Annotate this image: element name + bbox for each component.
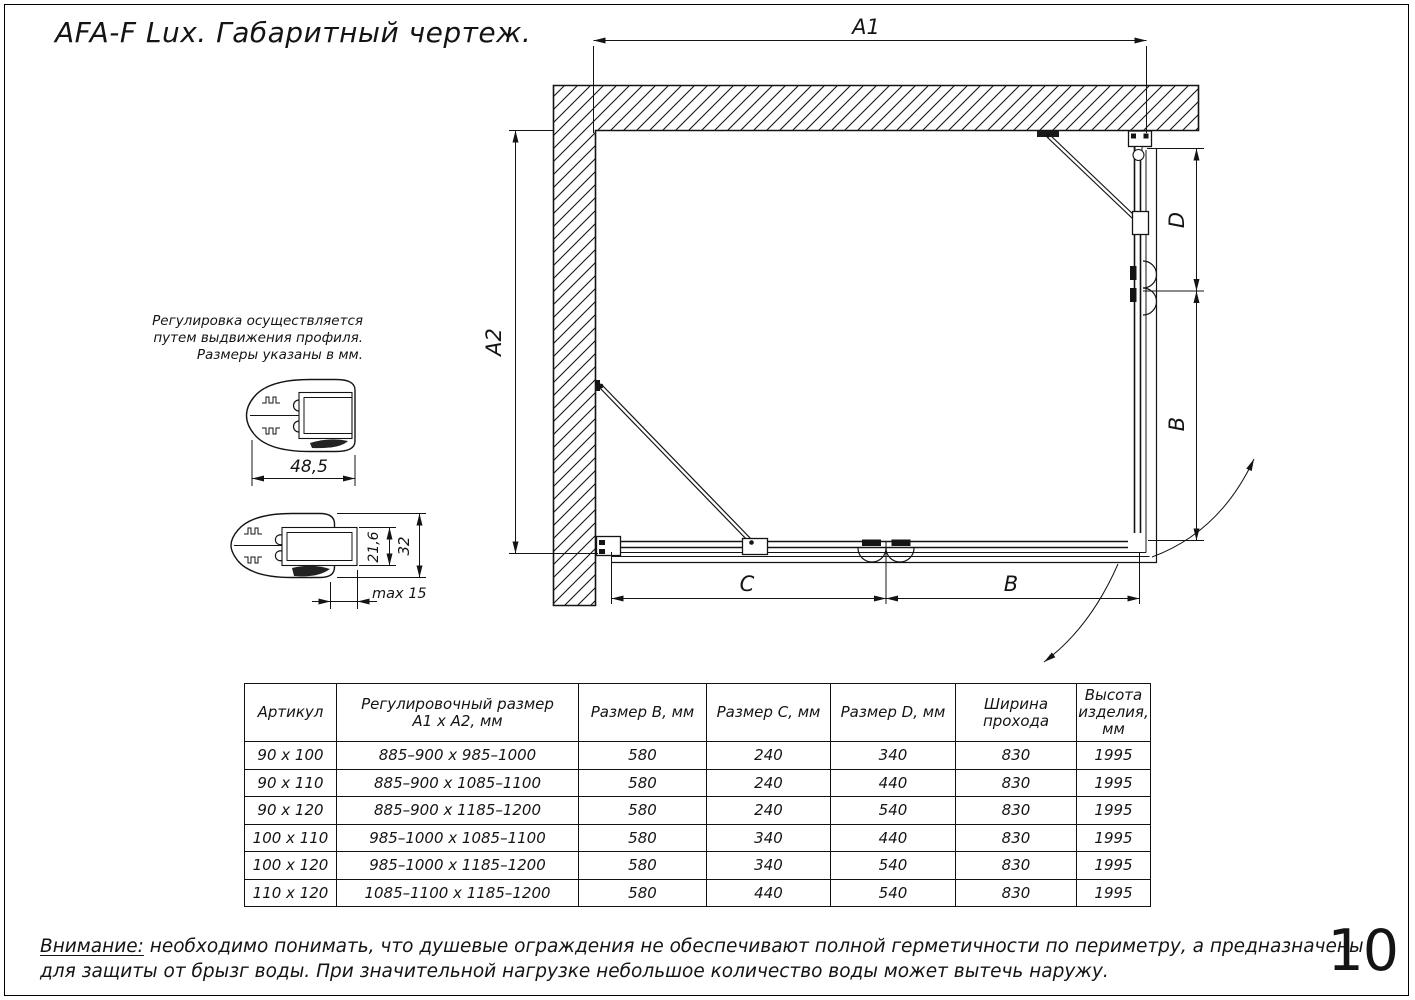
table-row — [245, 742, 1151, 770]
col-header-size-c: Размер C, мм — [707, 684, 831, 742]
cell-pass: 830 — [956, 879, 1077, 907]
col-header-adjust-size — [337, 684, 579, 742]
col-header-size-b: Размер B, мм — [579, 684, 707, 742]
walls-hatched — [554, 86, 1199, 606]
dim-label-d: D — [1165, 211, 1189, 229]
col-header-adjust-line2: A1 x A2, мм — [412, 711, 503, 730]
warning-line-1-rest: необходимо понимать, что душевые ограждения не обеспечивают полной герметичности по периметру, а предназначены — [143, 936, 1364, 957]
cell-b: 580 — [579, 797, 707, 825]
cell-b: 580 — [579, 879, 707, 907]
cell-article: 90 x 110 — [245, 769, 337, 797]
profile-insert-height-dim: 21,6 — [366, 531, 382, 563]
profile-section-lower — [231, 514, 427, 610]
col-header-size-d: Размер D, мм — [831, 684, 956, 742]
cell-b: 580 — [579, 742, 707, 770]
profile-width-dim: 48,5 — [290, 457, 328, 477]
cell-d: 540 — [831, 797, 956, 825]
cell-d: 340 — [831, 742, 956, 770]
cell-adjust: 985–1000 x 1085–1100 — [337, 824, 579, 852]
cell-pass: 830 — [956, 797, 1077, 825]
col-header-product-height: Высота изделия, мм — [1077, 684, 1151, 742]
dim-label-c: C — [739, 572, 755, 596]
adjustment-note — [152, 313, 363, 363]
cell-height: 1995 — [1077, 824, 1151, 852]
note-line-2: путем выдвижения профиля. — [153, 330, 363, 346]
cell-pass: 830 — [956, 824, 1077, 852]
cell-pass: 830 — [956, 742, 1077, 770]
profile-full-height-dim: 32 — [395, 536, 413, 556]
cell-c: 340 — [707, 852, 831, 880]
cell-article: 100 x 110 — [245, 824, 337, 852]
cell-c: 240 — [707, 769, 831, 797]
cell-d: 440 — [831, 824, 956, 852]
cell-adjust: 885–900 x 1085–1100 — [337, 769, 579, 797]
cell-c: 440 — [707, 879, 831, 907]
col-header-pass-width: Ширина прохода — [956, 684, 1077, 742]
fittings — [597, 131, 1157, 562]
col-header-article: Артикул — [245, 684, 337, 742]
warning-lead: Внимание: — [40, 936, 144, 957]
dim-label-a2: A2 — [482, 328, 506, 356]
shower-tray-outline — [612, 148, 1157, 563]
warning-line-1 — [40, 936, 1364, 957]
table-row — [245, 852, 1151, 880]
cell-b: 580 — [579, 769, 707, 797]
cell-c: 340 — [707, 824, 831, 852]
cell-c: 240 — [707, 742, 831, 770]
cell-height: 1995 — [1077, 797, 1151, 825]
dim-label-b-side: B — [1165, 416, 1189, 432]
cell-article: 90 x 100 — [245, 742, 337, 770]
cell-height: 1995 — [1077, 769, 1151, 797]
cell-adjust: 1085–1100 x 1185–1200 — [337, 879, 579, 907]
cell-article: 110 x 120 — [245, 879, 337, 907]
profile-section-upper — [247, 380, 356, 487]
cell-height: 1995 — [1077, 879, 1151, 907]
warning-line-2: для защиты от брызг воды. При значительной нагрузке небольшое количество воды может вытечь наружу. — [40, 961, 1109, 982]
cell-pass: 830 — [956, 769, 1077, 797]
dim-label-a1: A1 — [852, 15, 880, 39]
cell-d: 440 — [831, 769, 956, 797]
door-swing-arcs — [1044, 459, 1254, 662]
cell-pass: 830 — [956, 852, 1077, 880]
cell-c: 240 — [707, 797, 831, 825]
cell-article: 100 x 120 — [245, 852, 337, 880]
cell-adjust: 985–1000 x 1185–1200 — [337, 852, 579, 880]
cell-height: 1995 — [1077, 742, 1151, 770]
warning-note — [40, 934, 1380, 984]
table-row — [245, 769, 1151, 797]
cell-b: 580 — [579, 852, 707, 880]
cell-adjust: 885–900 x 1185–1200 — [337, 797, 579, 825]
table-row — [245, 824, 1151, 852]
col-header-adjust-line1: Регулировочный размер — [361, 694, 554, 713]
page-title: AFA-F Lux. Габаритный чертеж. — [55, 16, 532, 49]
cell-b: 580 — [579, 824, 707, 852]
support-braces — [596, 131, 1136, 544]
table-row — [245, 797, 1151, 825]
page-number: 10 — [1327, 918, 1398, 984]
size-table — [244, 683, 1151, 907]
profile-max-offset-dim: max 15 — [372, 586, 427, 602]
cell-article: 90 x 120 — [245, 797, 337, 825]
cell-d: 540 — [831, 852, 956, 880]
cell-d: 540 — [831, 879, 956, 907]
table-row — [245, 879, 1151, 907]
glass-panels — [621, 146, 1141, 548]
note-line-1: Регулировка осуществляется — [152, 313, 363, 329]
cell-height: 1995 — [1077, 852, 1151, 880]
cell-adjust: 885–900 x 985–1000 — [337, 742, 579, 770]
table-header-row — [245, 684, 1151, 742]
dim-label-b-front: B — [1003, 572, 1019, 596]
note-line-3: Размеры указаны в мм. — [196, 347, 363, 363]
